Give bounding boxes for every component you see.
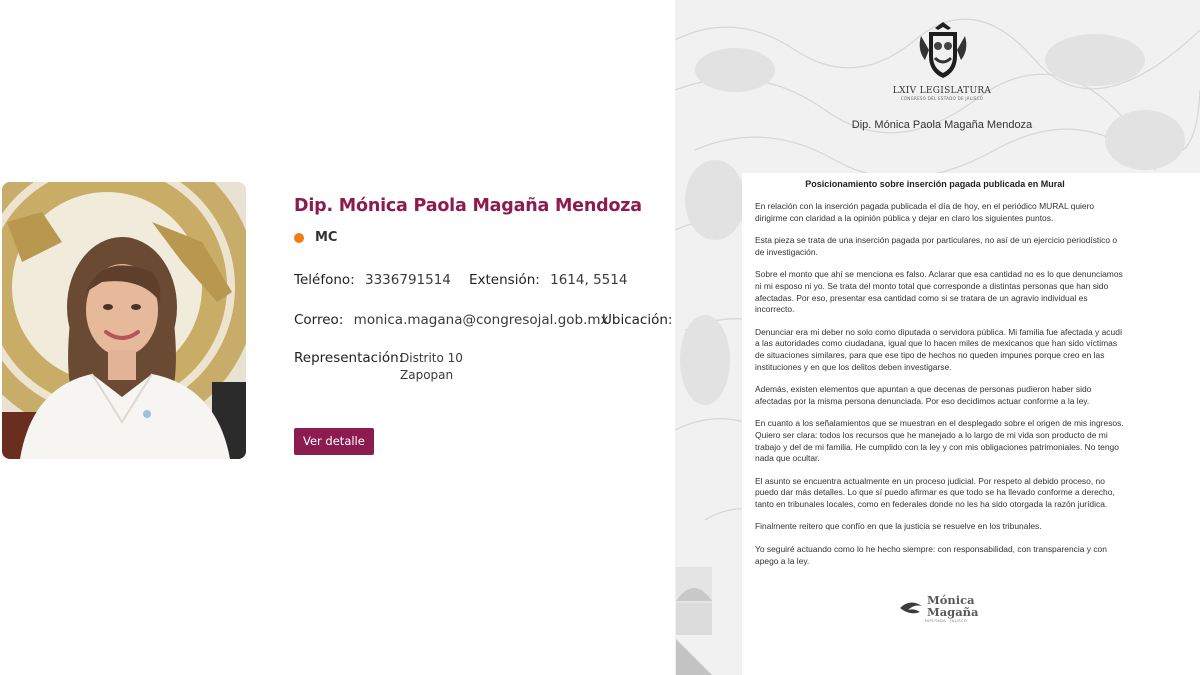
document-paragraph: En relación con la inserción pagada publicada el día de hoy, en el periódico MURAL quiero dirigirme con claridad a la opinión pública y dejar en claro los siguientes puntos. bbox=[755, 201, 1095, 223]
extension-row bbox=[469, 272, 627, 288]
document-heading: Posicionamiento sobre inserción pagada publicada en Mural bbox=[805, 179, 1065, 189]
portrait-image bbox=[2, 182, 246, 459]
view-detail-button[interactable]: Ver detalle bbox=[294, 428, 374, 455]
document-paragraph: Sobre el monto que ahí se menciona es falso. Aclarar que esa cantidad no es lo que denunciamos ni mi esposo ni yo. Se trata del monto total que corresponde a distintas personas que han sido afectadas. Por eso, presentar esa cantidad como si se tratara de un agravio individual es incorrecto. bbox=[755, 269, 1123, 315]
phone-label: Teléfono: bbox=[294, 272, 355, 288]
document-body bbox=[755, 201, 1127, 578]
signature-logo-subtitle: DIPUTADA · JALISCO bbox=[925, 619, 967, 623]
email-label: Correo: bbox=[294, 312, 344, 328]
document-paragraph: En cuanto a los señalamientos que se muestran en el desplegado sobre el origen de mis ingresos. Quiero ser clara: todos los recursos que he manejado a lo largo de mi vida son producto de mi trabajo y del de mi familia. He cumplido con la ley y con mis obligaciones patrimoniales. No tengo nada que ocultar. bbox=[755, 418, 1124, 464]
signature-logo-line2: Magaña bbox=[927, 605, 979, 619]
legislature-title: LXIV LEGISLATURA bbox=[892, 86, 992, 96]
document-paragraph: Esta pieza se trata de una inserción pagada por particulares, no así de un ejercicio periodístico o de investigación. bbox=[755, 235, 1118, 257]
representation-row bbox=[294, 350, 463, 382]
geometric-decoration-icon bbox=[676, 567, 712, 675]
document-paragraph: Yo seguiré actuando como lo he hecho siempre: con responsabilidad, con transparencia y con apego a la ley. bbox=[755, 544, 1107, 566]
party-badge bbox=[294, 230, 734, 245]
email-value[interactable]: monica.magana@congresojal.gob.mx bbox=[353, 312, 609, 328]
deputy-name: Dip. Mónica Paola Magaña Mendoza bbox=[294, 196, 642, 216]
document-paragraph: El asunto se encuentra actualmente en un proceso judicial. Por respeto al debido proceso, no puedo dar más detalles. Lo que sí puedo afirmar es que todo se ha llevado conforme a derecho, tanto en tribunales locales, como en federales donde no les ha sido otorgada la razón jurídica. bbox=[755, 475, 1115, 509]
document-paragraph: Además, existen elementos que apuntan a que decenas de personas pudieron haber sido afectadas por la misma persona denunciada. Por eso decidimos actuar conforme a la ley. bbox=[755, 384, 1092, 406]
party-label: MC bbox=[315, 230, 338, 245]
phone-row bbox=[294, 272, 451, 288]
document-paragraph: Denunciar era mi deber no solo como diputada o servidora pública. Mi familia fue afectada y acudí a las autoridades como ciudadana, igual que lo hacen miles de mexicanos que han sido víctimas de situaciones similares, para que ese tipo de hechos no queden impunes porque creo en las instituciones y en que los delitos deben investigarse. bbox=[755, 326, 1123, 372]
extension-label: Extensión: bbox=[469, 272, 540, 288]
signature-logo-text bbox=[927, 594, 979, 618]
profile-info bbox=[294, 196, 734, 448]
representation-district: Distrito 10 bbox=[400, 351, 463, 365]
profile-photo bbox=[2, 182, 246, 459]
email-row bbox=[294, 312, 609, 328]
representation-label: Representación: bbox=[294, 350, 404, 366]
phone-value: 3336791514 bbox=[365, 272, 451, 288]
extension-value: 1614, 5514 bbox=[550, 272, 628, 288]
representation-city: Zapopan bbox=[400, 368, 454, 382]
party-dot-icon bbox=[294, 233, 304, 243]
representation-value bbox=[400, 350, 463, 384]
legislature-subtitle: CONGRESO DEL ESTADO DE JALISCO bbox=[900, 96, 984, 101]
jalisco-crest-icon bbox=[913, 20, 973, 82]
document-author: Dip. Mónica Paola Magaña Mendoza bbox=[851, 119, 1033, 131]
location-label: Ubicación: bbox=[602, 312, 673, 328]
signature-logo-line1: Mónica bbox=[927, 593, 975, 607]
document-paragraph: Finalmente reitero que confío en que la justicia se resuelve en los tribunales. bbox=[755, 521, 1042, 532]
